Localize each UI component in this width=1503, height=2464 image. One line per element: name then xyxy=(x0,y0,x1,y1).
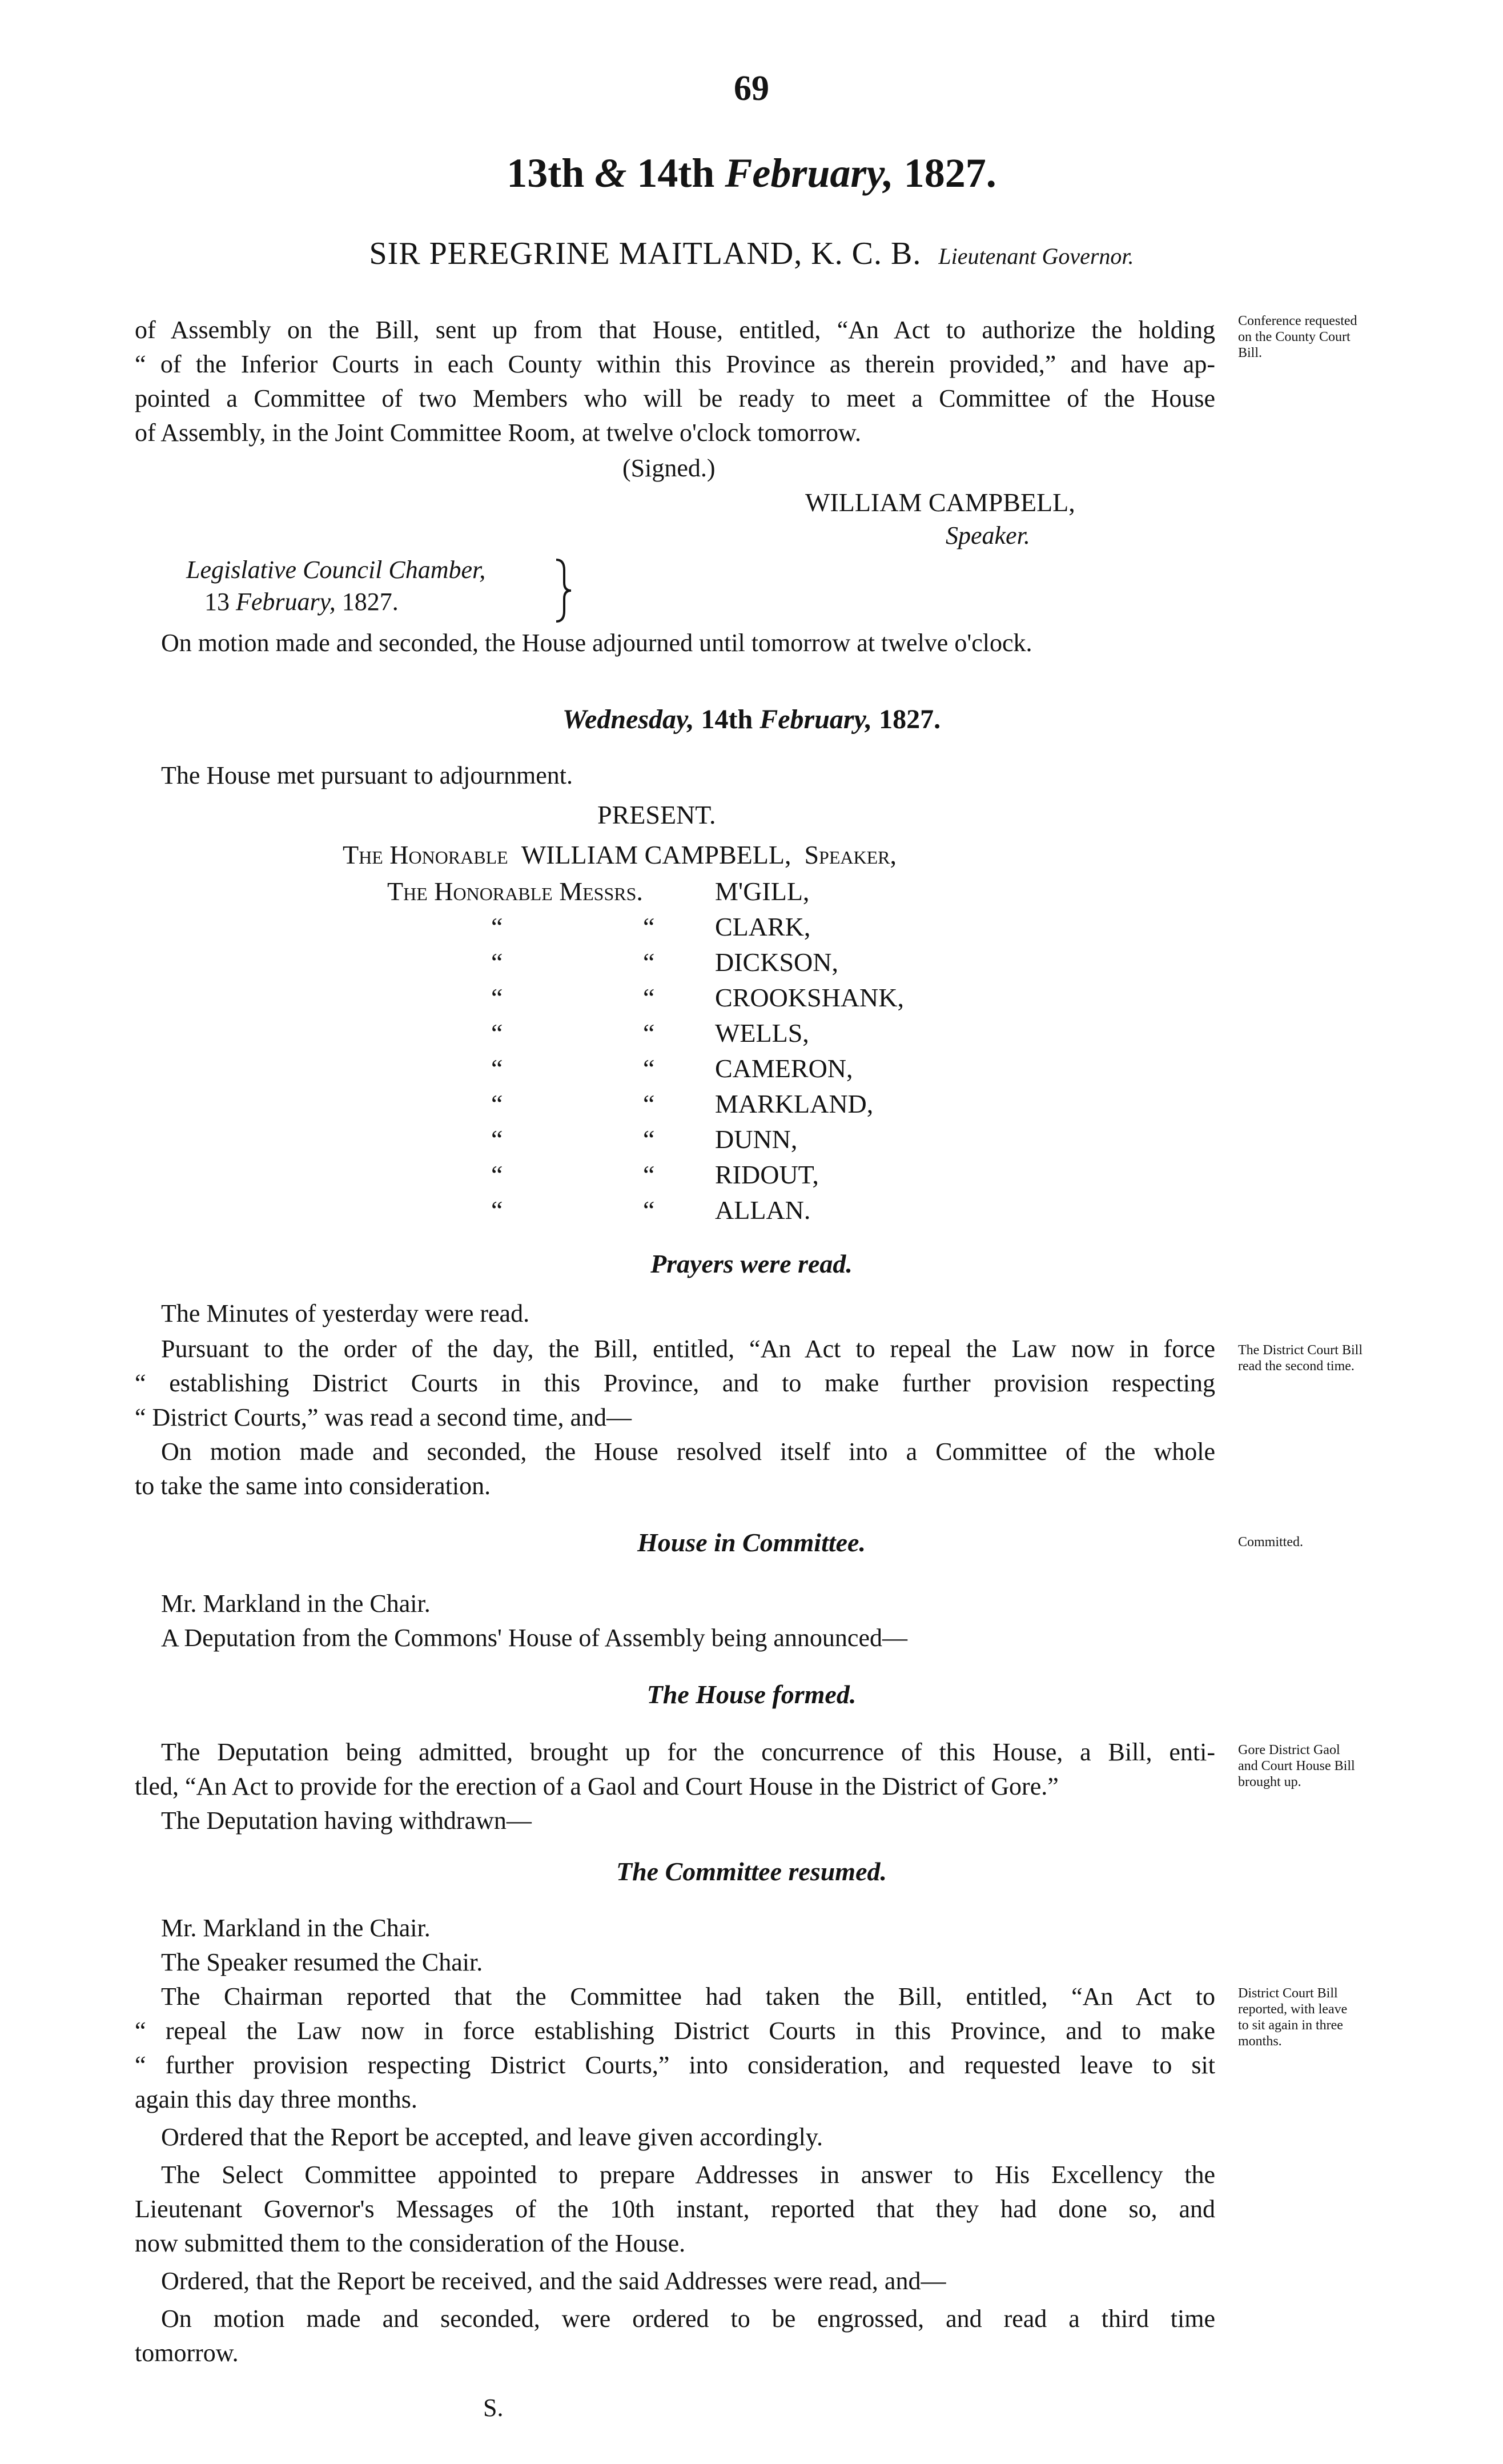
committee-motion-line: On motion made and seconded, the House resolved itself into a Committee of the whole xyxy=(161,1438,1215,1466)
committee-motion-line: to take the same into consideration. xyxy=(135,1472,491,1500)
place-date-num: 13 xyxy=(204,588,236,616)
page-number: 69 xyxy=(734,69,769,108)
gaol-bill-line: The Deputation being admitted, brought up for the concurrence of this House, a Bill, enti- xyxy=(161,1738,1215,1766)
margin-note-line: to sit again in three xyxy=(1238,2018,1343,2033)
gaol-bill-line: tled, “An Act to provide for the erection of a Gaol and Court House in the District of Gore.” xyxy=(135,1772,1059,1800)
margin-note-line: Committed. xyxy=(1238,1535,1303,1550)
ditto-mark: “ xyxy=(643,983,655,1012)
ditto-mark: “ xyxy=(491,1195,503,1225)
margin-note-gore xyxy=(1238,1742,1404,1790)
date-heading xyxy=(0,150,1503,197)
governor-line xyxy=(0,235,1503,272)
member-name: ALLAN. xyxy=(715,1195,811,1225)
ditto-mark: “ xyxy=(643,1195,655,1225)
signatory-title: Speaker. xyxy=(946,521,1030,549)
speaker-resumed-line: The Speaker resumed the Chair. xyxy=(161,1948,483,1976)
committee-resumed-heading: The Committee resumed. xyxy=(616,1857,887,1886)
ordered-line: Ordered that the Report be accepted, and leave given accordingly. xyxy=(161,2123,823,2151)
house-formed-heading: The House formed. xyxy=(646,1680,857,1709)
select-committee-line: now submitted them to the consideration of the House. xyxy=(135,2229,686,2257)
signatory-name: WILLIAM CAMPBELL, xyxy=(805,488,1075,517)
chair-line: Mr. Markland in the Chair. xyxy=(161,1590,431,1618)
day-heading xyxy=(0,704,1503,735)
house-in-committee-heading: House in Committee. xyxy=(637,1528,866,1557)
ditto-mark: “ xyxy=(643,1125,655,1154)
margin-note-line: on the County Court xyxy=(1238,330,1351,344)
margin-note-line: months. xyxy=(1238,2034,1282,2049)
second-reading-line: “ District Courts,” was read a second time, and— xyxy=(135,1403,632,1431)
catchword: S. xyxy=(483,2394,504,2422)
select-committee-line: Lieutenant Governor's Messages of the 10th instant, reported that they had done so, and xyxy=(135,2195,1215,2223)
signed-label: (Signed.) xyxy=(622,454,716,482)
margin-note-conference xyxy=(1238,313,1404,361)
member-name: MARKLAND, xyxy=(715,1089,874,1118)
margin-note-line: reported, with leave xyxy=(1238,2002,1348,2017)
speaker-name: WILLIAM CAMPBELL, xyxy=(521,840,791,869)
speaker-prefix: The Honorable xyxy=(343,840,508,869)
margin-note-line: Conference requested xyxy=(1238,314,1357,328)
present-speaker xyxy=(343,840,897,870)
member-name: CLARK, xyxy=(715,912,811,941)
date-month: February, xyxy=(725,150,894,196)
house-met: The House met pursuant to adjournment. xyxy=(161,761,573,789)
select-committee-line: The Select Committee appointed to prepare Addresses in answer to His Excellency the xyxy=(161,2161,1215,2189)
ditto-mark: “ xyxy=(491,1054,503,1083)
report-line: “ further provision respecting District Courts,” into consideration, and requested leave to sit xyxy=(135,2051,1215,2079)
member-name: DICKSON, xyxy=(715,948,838,977)
prayers-heading: Prayers were read. xyxy=(650,1249,853,1278)
margin-note-line: brought up. xyxy=(1238,1775,1301,1789)
ditto-mark: “ xyxy=(491,1125,503,1154)
ditto-mark: “ xyxy=(643,912,655,941)
day-heading-date: 14th xyxy=(694,704,760,735)
withdrawn-line: The Deputation having withdrawn— xyxy=(161,1807,532,1835)
member-name: CROOKSHANK, xyxy=(715,983,904,1012)
margin-note-line: District Court Bill xyxy=(1238,1986,1338,2001)
report-line: The Chairman reported that the Committee had taken the Bill, entitled, “An Act to xyxy=(161,1983,1215,2010)
speaker-title: Speaker, xyxy=(804,840,897,869)
message-line: pointed a Committee of two Members who will be ready to meet a Committee of the House xyxy=(135,384,1215,412)
date-amp: & xyxy=(594,150,627,196)
margin-note-line: Bill. xyxy=(1238,346,1263,360)
margin-note-line: read the second time. xyxy=(1238,1359,1355,1374)
report-line: again this day three months. xyxy=(135,2085,417,2113)
date-year: 1827. xyxy=(893,150,996,196)
governor-name: SIR PEREGRINE MAITLAND, K. C. B. xyxy=(369,236,922,271)
ditto-mark: “ xyxy=(491,983,503,1012)
report-line: “ repeal the Law now in force establishing District Courts in this Province, and to make xyxy=(135,2017,1215,2045)
ditto-mark: “ xyxy=(643,1018,655,1048)
margin-note-line: Gore District Gaol xyxy=(1238,1743,1340,1757)
ditto-mark: “ xyxy=(643,1054,655,1083)
date-mid: 14th xyxy=(626,150,725,196)
second-reading-line: “ establishing District Courts in this Province, and to make further provision respecting xyxy=(135,1369,1215,1397)
place-date xyxy=(204,585,399,619)
day-heading-day: Wednesday, xyxy=(562,704,694,735)
ditto-mark: “ xyxy=(643,948,655,977)
ditto-mark: “ xyxy=(643,1160,655,1189)
day-heading-year: 1827. xyxy=(872,704,941,735)
member-name: CAMERON, xyxy=(715,1054,853,1083)
chair-line: Mr. Markland in the Chair. xyxy=(161,1914,431,1942)
brace-icon xyxy=(554,557,573,624)
margin-note-district-reported xyxy=(1238,1985,1404,2049)
message-line: of Assembly, in the Joint Committee Room, at twelve o'clock tomorrow. xyxy=(135,419,861,447)
day-heading-month: February, xyxy=(759,704,873,735)
member-name: RIDOUT, xyxy=(715,1160,819,1189)
margin-note-district-second xyxy=(1238,1342,1404,1374)
ditto-mark: “ xyxy=(643,1089,655,1118)
margin-note-line: The District Court Bill xyxy=(1238,1343,1363,1358)
place-date-month: February, xyxy=(236,588,336,616)
place-date-year: 1827. xyxy=(335,588,399,616)
message-line: “ of the Inferior Courts in each County within this Province as therein provided,” and have ap- xyxy=(135,350,1215,378)
minutes-line: The Minutes of yesterday were read. xyxy=(161,1299,530,1327)
engrossed-line: On motion made and seconded, were ordered to be engrossed, and read a third time xyxy=(161,2305,1215,2333)
margin-note-committed xyxy=(1238,1534,1404,1550)
member-name: M'GILL, xyxy=(715,877,810,906)
deputation-line: A Deputation from the Commons' House of Assembly being announced— xyxy=(161,1624,907,1652)
engrossed-line: tomorrow. xyxy=(135,2339,239,2367)
second-reading-line: Pursuant to the order of the day, the Bill, entitled, “An Act to repeal the Law now in force xyxy=(161,1335,1215,1363)
ditto-mark: “ xyxy=(491,1089,503,1118)
member-name: WELLS, xyxy=(715,1018,809,1048)
member-name: DUNN, xyxy=(715,1125,798,1154)
date-pre: 13th xyxy=(507,150,595,196)
present-heading: PRESENT. xyxy=(597,800,716,829)
message-line: of Assembly on the Bill, sent up from that House, entitled, “An Act to authorize the holding xyxy=(135,316,1215,344)
ditto-mark: “ xyxy=(491,948,503,977)
messrs-prefix: The Honorable Messrs. xyxy=(387,877,643,906)
margin-note-line: and Court House Bill xyxy=(1238,1759,1355,1773)
ditto-mark: “ xyxy=(491,1018,503,1048)
place-line: Legislative Council Chamber, xyxy=(186,556,486,584)
ditto-mark: “ xyxy=(491,1160,503,1189)
adjourn-line: On motion made and seconded, the House adjourned until tomorrow at twelve o'clock. xyxy=(161,629,1032,657)
ordered-line: Ordered, that the Report be received, and the said Addresses were read, and— xyxy=(161,2267,946,2295)
governor-title: Lieutenant Governor. xyxy=(938,243,1134,269)
ditto-mark: “ xyxy=(491,912,503,941)
